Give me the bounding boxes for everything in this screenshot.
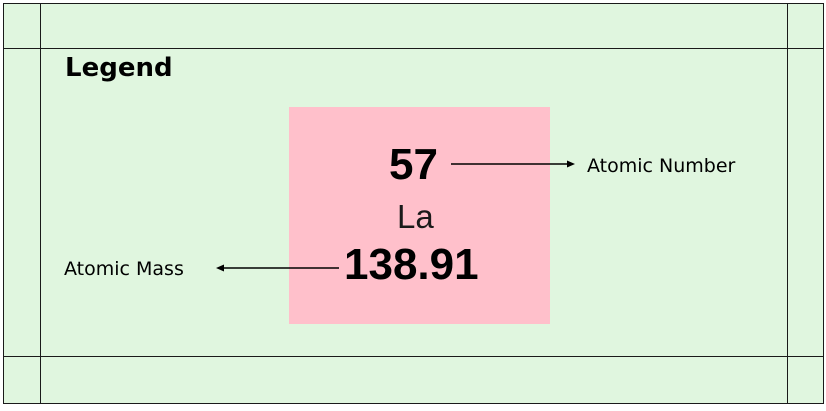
grid-line-left: [40, 3, 41, 404]
grid-line-top: [3, 48, 824, 49]
grid-line-bottom: [3, 356, 824, 357]
element-symbol: La: [397, 198, 434, 235]
grid-line-right: [787, 3, 788, 404]
atomic-mass-label: Atomic Mass: [64, 258, 184, 280]
atomic-number-value: 57: [389, 140, 438, 189]
atomic-mass-value: 138.91: [344, 240, 479, 289]
legend-title: Legend: [65, 53, 173, 83]
atomic-number-label: Atomic Number: [587, 155, 736, 177]
